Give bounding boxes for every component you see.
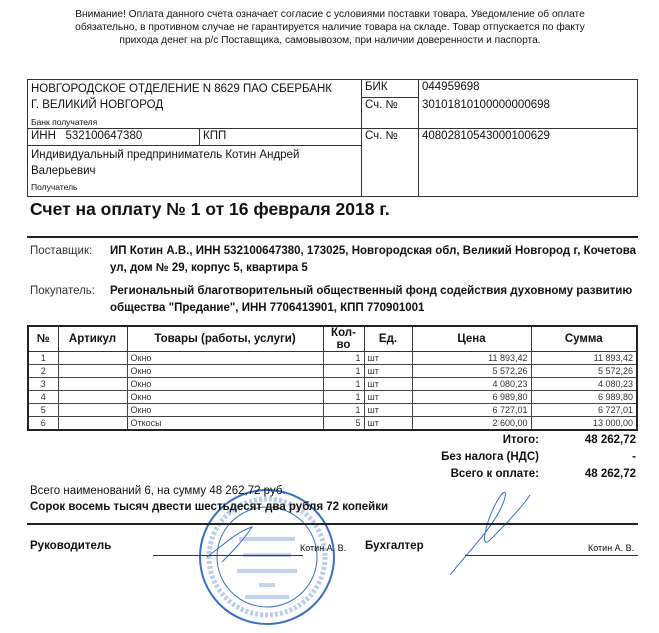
divider: [27, 523, 638, 525]
payment-notice: [30, 8, 630, 47]
corr-account-value: 30101810100000000698: [419, 98, 638, 116]
item-sum: 11 893,42: [531, 352, 637, 365]
tax-value: -: [632, 451, 636, 463]
item-number: 5: [28, 404, 58, 417]
col-header: Цена: [412, 326, 531, 352]
item-quantity: 1: [323, 391, 364, 404]
item-price: 5 572,26: [412, 365, 531, 378]
item-sum: 6 727,01: [531, 404, 637, 417]
item-unit: шт: [364, 378, 412, 391]
table-row: [28, 365, 637, 378]
items-table: [27, 325, 638, 431]
item-sum: 13 000,00: [531, 417, 637, 431]
total-label: Итого:: [502, 434, 539, 446]
item-unit: шт: [364, 365, 412, 378]
invoice-title: Счет на оплату № 1 от 16 февраля 2018 г.: [30, 199, 390, 219]
item-quantity: 1: [323, 365, 364, 378]
director-signature-line: [153, 555, 303, 556]
col-header: Товары (работы, услуги): [127, 326, 323, 352]
due-label: Всего к оплате:: [450, 468, 539, 480]
item-name: Окно: [127, 404, 323, 417]
item-name: Окно: [127, 391, 323, 404]
table-row: [28, 404, 637, 417]
table-row: [28, 417, 637, 431]
table-row: [28, 378, 637, 391]
item-quantity: 1: [323, 404, 364, 417]
bank-city: Г. ВЕЛИКИЙ НОВГОРОД: [31, 99, 164, 111]
item-unit: шт: [364, 352, 412, 365]
item-number: 3: [28, 378, 58, 391]
item-quantity: 5: [323, 417, 364, 431]
item-price: 4 080,23: [412, 378, 531, 391]
buyer-value: Региональный благотворительный общественный фонд содействия духовному развитию общества "Предание", ИНН 7706413901, КПП 770901001: [110, 285, 633, 314]
supplier-label: Поставщик:: [30, 245, 93, 257]
account-value: 40802810543000100629: [419, 128, 638, 196]
due-value: 48 262,72: [584, 468, 636, 480]
notice-line: обязательно, в противном случае не гарантируется наличие товара на складе. Товар отпускается по факту: [75, 22, 585, 33]
buyer-block: [30, 283, 650, 323]
buyer-label: Покупатель:: [30, 285, 95, 297]
tax-label: Без налога (НДС): [441, 451, 539, 463]
item-article: [58, 352, 127, 365]
item-name: Окно: [127, 378, 323, 391]
notice-line: Внимание! Оплата данного счета означает согласие с условиями поставки товара. Уведомление об оплате: [75, 9, 585, 20]
item-name: Окно: [127, 352, 323, 365]
item-quantity: 1: [323, 378, 364, 391]
director-label: Руководитель: [30, 540, 112, 552]
accountant-name: Котин А. В.: [588, 543, 635, 553]
recipient-name: Индивидуальный предприниматель Котин Андрей Валерьевич: [31, 148, 300, 177]
item-unit: шт: [364, 404, 412, 417]
item-sum: 6 989,80: [531, 391, 637, 404]
item-name: Откосы: [127, 417, 323, 431]
inn-value: 532100647380: [65, 129, 143, 142]
item-article: [58, 378, 127, 391]
bank-details-table: [27, 79, 638, 197]
bik-value: 044959698: [419, 80, 638, 98]
amount-in-words: Сорок восемь тысяч двести шестьдесят два рубля 72 копейки: [30, 501, 389, 513]
items-summary: Всего наименований 6, на сумму 48 262,72 руб.: [30, 485, 286, 497]
director-name: Котин А. В.: [300, 543, 347, 553]
item-number: 1: [28, 352, 58, 365]
bank-name: НОВГОРОДСКОЕ ОТДЕЛЕНИЕ N 8629 ПАО СБЕРБАНК: [31, 83, 332, 95]
item-article: [58, 391, 127, 404]
item-price: 2 600,00: [412, 417, 531, 431]
item-sum: 4 080,23: [531, 378, 637, 391]
bank-label: Банк получателя: [28, 116, 362, 129]
items-header-row: [28, 326, 637, 352]
item-price: 11 893,42: [412, 352, 531, 365]
item-sum: 5 572,26: [531, 365, 637, 378]
col-header: Артикул: [58, 326, 127, 352]
col-header: №: [28, 326, 58, 352]
accountant-signature: [430, 480, 550, 580]
table-row: [28, 391, 637, 404]
divider: [27, 236, 638, 238]
item-number: 4: [28, 391, 58, 404]
item-quantity: 1: [323, 352, 364, 365]
item-price: 6 727,01: [412, 404, 531, 417]
account-label: Сч. №: [362, 128, 419, 196]
accountant-signature-line: [465, 555, 638, 556]
col-header: Кол-во: [323, 326, 364, 352]
bik-label: БИК: [362, 80, 419, 98]
col-header: Сумма: [531, 326, 637, 352]
notice-line: прихода денег на р/с Поставщика, самовывозом, при наличии доверенности и паспорта.: [119, 35, 541, 46]
item-unit: шт: [364, 417, 412, 431]
item-unit: шт: [364, 391, 412, 404]
item-number: 6: [28, 417, 58, 431]
col-header: Ед.: [364, 326, 412, 352]
kpp-label: КПП: [200, 128, 362, 145]
item-name: Окно: [127, 365, 323, 378]
total-value: 48 262,72: [584, 434, 636, 446]
accountant-label: Бухгалтер: [365, 540, 424, 552]
recipient-label: Получатель: [31, 181, 78, 192]
item-article: [58, 404, 127, 417]
table-row: [28, 352, 637, 365]
supplier-block: [30, 243, 650, 283]
inn-label: ИНН: [31, 129, 56, 142]
corr-account-label: Сч. №: [362, 98, 419, 116]
item-price: 6 989,80: [412, 391, 531, 404]
supplier-value: ИП Котин А.В., ИНН 532100647380, 173025, Новгородская обл, Великий Новгород г, Кочетова ул, дом № 29, корпус 5, квартира 5: [110, 245, 637, 274]
item-article: [58, 365, 127, 378]
item-number: 2: [28, 365, 58, 378]
item-article: [58, 417, 127, 431]
